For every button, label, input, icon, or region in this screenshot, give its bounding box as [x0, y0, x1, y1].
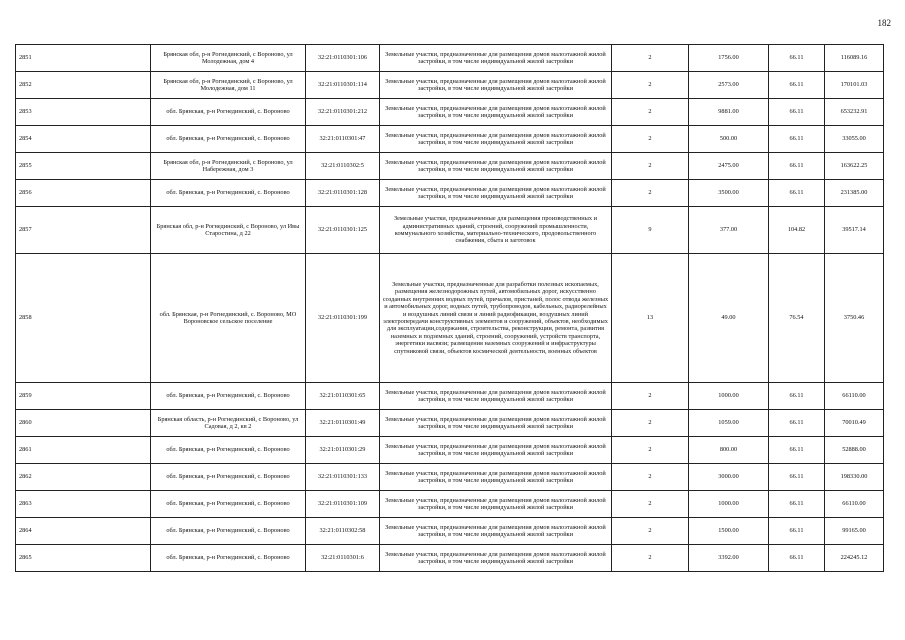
group-cell: 2 — [612, 72, 689, 99]
cadastral-value-cell: 66110.00 — [825, 383, 884, 410]
table-row — [16, 491, 884, 518]
land-use-cell: Земельные участки, предназначенные для размещения домов малоэтажной жилой застройки, в том числе индивидуальной жилой застройки — [380, 464, 612, 491]
address-cell: обл. Брянская, р-н Рогнединский, с. Вороново — [151, 99, 306, 126]
table-row — [16, 545, 884, 572]
group-cell: 9 — [612, 207, 689, 254]
cadastral-number-cell: 32:21:0110301:49 — [306, 410, 380, 437]
land-use-cell: Земельные участки, предназначенные для размещения домов малоэтажной жилой застройки, в том числе индивидуальной жилой застройки — [380, 180, 612, 207]
cadastral-number-cell: 32:21:0110301:65 — [306, 383, 380, 410]
table-row — [16, 518, 884, 545]
table-body — [16, 45, 884, 572]
land-use-cell: Земельные участки, предназначенные для размещения домов малоэтажной жилой застройки, в том числе индивидуальной жилой застройки — [380, 126, 612, 153]
area-cell: 1500.00 — [689, 518, 769, 545]
group-cell: 2 — [612, 126, 689, 153]
area-cell: 500.00 — [689, 126, 769, 153]
cadastral-number-cell: 32:21:0110301:109 — [306, 491, 380, 518]
table-row — [16, 207, 884, 254]
row-number: 2855 — [16, 153, 151, 180]
row-number: 2859 — [16, 383, 151, 410]
land-use-cell: Земельные участки, предназначенные для размещения домов малоэтажной жилой застройки, в том числе индивидуальной жилой застройки — [380, 383, 612, 410]
land-use-cell: Земельные участки, предназначенные для размещения домов малоэтажной жилой застройки, в том числе индивидуальной жилой застройки — [380, 45, 612, 72]
row-number: 2851 — [16, 45, 151, 72]
table-row — [16, 153, 884, 180]
area-cell: 3500.00 — [689, 180, 769, 207]
area-cell: 3392.00 — [689, 545, 769, 572]
row-number: 2863 — [16, 491, 151, 518]
page-number: 182 — [877, 18, 891, 28]
cadastral-number-cell: 32:21:0110301:6 — [306, 545, 380, 572]
address-cell: обл. Брянская, р-н Рогнединский, с. Вороново — [151, 545, 306, 572]
address-cell: обл. Брянская, р-н Рогнединский, с. Вороново — [151, 126, 306, 153]
address-cell: Брянская обл, р-н Рогнединский, с Вороново, ул Молодежная, дом 11 — [151, 72, 306, 99]
cadastral-value-cell: 653232.91 — [825, 99, 884, 126]
cadastral-value-cell: 3750.46 — [825, 254, 884, 383]
land-use-cell: Земельные участки, предназначенные для размещения домов малоэтажной жилой застройки, в том числе индивидуальной жилой застройки — [380, 153, 612, 180]
row-number: 2862 — [16, 464, 151, 491]
cadastral-value-cell: 170101.03 — [825, 72, 884, 99]
land-use-cell: Земельные участки, предназначенные для размещения домов малоэтажной жилой застройки, в том числе индивидуальной жилой застройки — [380, 72, 612, 99]
row-number: 2864 — [16, 518, 151, 545]
area-cell: 9881.00 — [689, 99, 769, 126]
specific-value-cell: 66.11 — [769, 72, 825, 99]
group-cell: 2 — [612, 153, 689, 180]
land-use-cell: Земельные участки, предназначенные для размещения домов малоэтажной жилой застройки, в том числе индивидуальной жилой застройки — [380, 491, 612, 518]
cadastral-value-cell: 66110.00 — [825, 491, 884, 518]
group-cell: 2 — [612, 45, 689, 72]
land-use-cell: Земельные участки, предназначенные для разработки полезных ископаемых, размещения железнодорожных путей, автомобильных дорог, искусственно созданных внутренних водных путей, причалов, пристаней, полос отвода железных и автомобильных дорог, водных путей, трубопроводов, кабельных, радиорелейных и воздушных линий связи и линий радиофикации, воздушных линий электропередачи конструктивных элементов и сооружений, объектов, необходимых для эксплуатации,содержания, строительства, реконструкции, ремонта, развития наземных и подземных зданий, строений, сооружений, устройств транспорта, энергетики иасвязи; размещения наземных сооружений и инфраструктуры спутниковой связи, объектов космической деятельности, военных объектов — [380, 254, 612, 383]
cadastral-value-cell: 163622.25 — [825, 153, 884, 180]
cadastral-value-cell: 224245.12 — [825, 545, 884, 572]
cadastral-number-cell: 32:21:0110301:47 — [306, 126, 380, 153]
table-row — [16, 437, 884, 464]
address-cell: Брянская обл, р-н Рогнединский, с Вороново, ул Молодежная, дом 4 — [151, 45, 306, 72]
row-number: 2865 — [16, 545, 151, 572]
group-cell: 2 — [612, 518, 689, 545]
table-row — [16, 72, 884, 99]
specific-value-cell: 66.11 — [769, 410, 825, 437]
table-row — [16, 45, 884, 72]
group-cell: 2 — [612, 464, 689, 491]
cadastral-number-cell: 32:21:0110301:133 — [306, 464, 380, 491]
cadastral-number-cell: 32:21:0110301:128 — [306, 180, 380, 207]
row-number: 2852 — [16, 72, 151, 99]
row-number: 2858 — [16, 254, 151, 383]
area-cell: 1000.00 — [689, 491, 769, 518]
row-number: 2860 — [16, 410, 151, 437]
cadastral-number-cell: 32:21:0110301:199 — [306, 254, 380, 383]
land-use-cell: Земельные участки, предназначенные для размещения домов малоэтажной жилой застройки, в том числе индивидуальной жилой застройки — [380, 437, 612, 464]
cadastral-value-cell: 70010.49 — [825, 410, 884, 437]
specific-value-cell: 66.11 — [769, 383, 825, 410]
specific-value-cell: 66.11 — [769, 45, 825, 72]
row-number: 2853 — [16, 99, 151, 126]
area-cell: 2475.00 — [689, 153, 769, 180]
row-number: 2857 — [16, 207, 151, 254]
address-cell: обл. Брянская, р-н Рогнединский, с. Вороново, МО Вороновское сельское поселение — [151, 254, 306, 383]
address-cell: Брянская обл, р-н Рогнединский, с Вороново, ул Набережная, дом 3 — [151, 153, 306, 180]
row-number: 2856 — [16, 180, 151, 207]
cadastral-value-cell: 198330.00 — [825, 464, 884, 491]
cadastral-value-cell: 39517.14 — [825, 207, 884, 254]
cadastral-number-cell: 32:21:0110301:125 — [306, 207, 380, 254]
address-cell: обл. Брянская, р-н Рогнединский, с. Вороново — [151, 464, 306, 491]
cadastral-number-cell: 32:21:0110302:58 — [306, 518, 380, 545]
cadastral-number-cell: 32:21:0110301:212 — [306, 99, 380, 126]
group-cell: 13 — [612, 254, 689, 383]
table-row — [16, 99, 884, 126]
cadastral-value-table — [15, 44, 884, 572]
land-use-cell: Земельные участки, предназначенные для размещения домов малоэтажной жилой застройки, в том числе индивидуальной жилой застройки — [380, 99, 612, 126]
specific-value-cell: 66.11 — [769, 153, 825, 180]
address-cell: обл. Брянская, р-н Рогнединский, с. Вороново — [151, 518, 306, 545]
table-row — [16, 464, 884, 491]
land-use-cell: Земельные участки, предназначенные для размещения домов малоэтажной жилой застройки, в том числе индивидуальной жилой застройки — [380, 518, 612, 545]
group-cell: 2 — [612, 99, 689, 126]
cadastral-number-cell: 32:21:0110302:5 — [306, 153, 380, 180]
group-cell: 2 — [612, 437, 689, 464]
address-cell: обл. Брянская, р-н Рогнединский, с. Вороново — [151, 180, 306, 207]
group-cell: 2 — [612, 545, 689, 572]
table-row — [16, 254, 884, 383]
cadastral-value-cell: 52888.00 — [825, 437, 884, 464]
row-number: 2861 — [16, 437, 151, 464]
address-cell: обл. Брянская, р-н Рогнединский, с. Вороново — [151, 437, 306, 464]
area-cell: 1000.00 — [689, 383, 769, 410]
area-cell: 2573.00 — [689, 72, 769, 99]
specific-value-cell: 66.11 — [769, 180, 825, 207]
land-use-cell: Земельные участки, предназначенные для размещения домов малоэтажной жилой застройки, в том числе индивидуальной жилой застройки — [380, 545, 612, 572]
specific-value-cell: 66.11 — [769, 491, 825, 518]
address-cell: Брянская область, р-н Рогнединский, с Вороново, ул Садовая, д 2, кв 2 — [151, 410, 306, 437]
cadastral-number-cell: 32:21:0110301:106 — [306, 45, 380, 72]
cadastral-value-cell: 231385.00 — [825, 180, 884, 207]
area-cell: 3000.00 — [689, 464, 769, 491]
land-use-cell: Земельные участки, предназначенные для размещения домов малоэтажной жилой застройки, в том числе индивидуальной жилой застройки — [380, 410, 612, 437]
row-number: 2854 — [16, 126, 151, 153]
specific-value-cell: 76.54 — [769, 254, 825, 383]
address-cell: обл. Брянская, р-н Рогнединский, с. Вороново — [151, 383, 306, 410]
cadastral-value-cell: 99165.00 — [825, 518, 884, 545]
table-row — [16, 126, 884, 153]
group-cell: 2 — [612, 410, 689, 437]
area-cell: 49.00 — [689, 254, 769, 383]
cadastral-value-cell: 116089.16 — [825, 45, 884, 72]
cadastral-number-cell: 32:21:0110301:114 — [306, 72, 380, 99]
address-cell: Брянская обл, р-н Рогнединский, с Вороново, ул Ивы Старостина, д 22 — [151, 207, 306, 254]
group-cell: 2 — [612, 180, 689, 207]
specific-value-cell: 66.11 — [769, 464, 825, 491]
table-row — [16, 410, 884, 437]
area-cell: 377.00 — [689, 207, 769, 254]
specific-value-cell: 66.11 — [769, 518, 825, 545]
land-use-cell: Земельные участки, предназначенные для размещения производственных и административных зданий, строений, сооружений промышленности, коммунального хозяйства, материально-технического, продовольственного снабжения, сбыта и заготовок — [380, 207, 612, 254]
specific-value-cell: 66.11 — [769, 545, 825, 572]
cadastral-value-cell: 33055.00 — [825, 126, 884, 153]
address-cell: обл. Брянская, р-н Рогнединский, с. Вороново — [151, 491, 306, 518]
table-row — [16, 383, 884, 410]
group-cell: 2 — [612, 491, 689, 518]
specific-value-cell: 66.11 — [769, 126, 825, 153]
specific-value-cell: 104.82 — [769, 207, 825, 254]
area-cell: 1059.00 — [689, 410, 769, 437]
area-cell: 800.00 — [689, 437, 769, 464]
area-cell: 1756.00 — [689, 45, 769, 72]
specific-value-cell: 66.11 — [769, 99, 825, 126]
cadastral-number-cell: 32:21:0110301:29 — [306, 437, 380, 464]
group-cell: 2 — [612, 383, 689, 410]
specific-value-cell: 66.11 — [769, 437, 825, 464]
table-row — [16, 180, 884, 207]
